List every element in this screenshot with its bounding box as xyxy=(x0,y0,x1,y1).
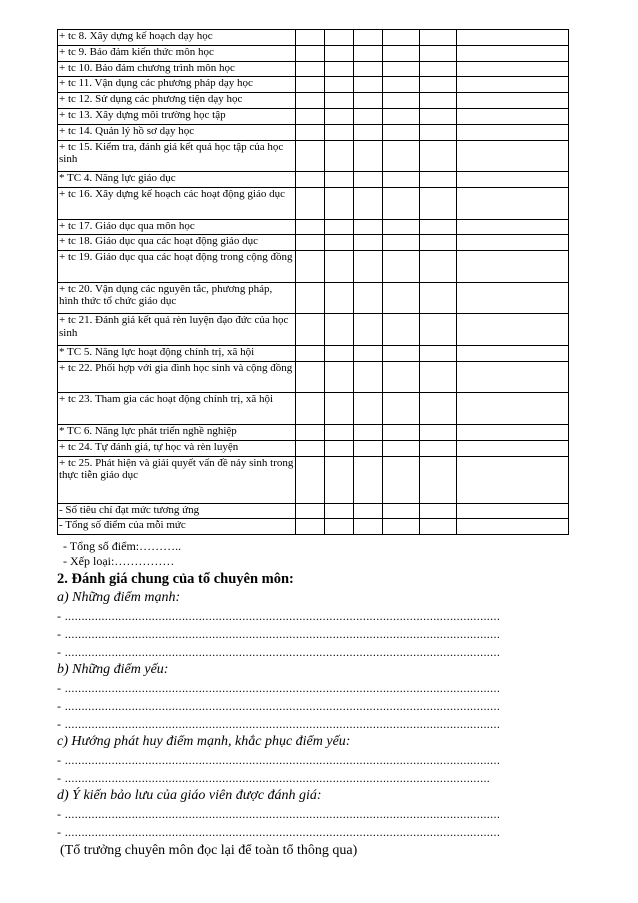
score-cell xyxy=(383,251,420,283)
score-cell xyxy=(383,45,420,61)
improvement-line: - .................................................................................................................................. xyxy=(57,753,501,767)
score-cell xyxy=(325,314,354,346)
score-cell xyxy=(296,282,325,314)
score-cell xyxy=(354,519,383,535)
criteria-row xyxy=(58,456,569,503)
score-cell xyxy=(457,282,569,314)
reservation-label: d) Ý kiến bảo lưu của giáo viên được đánh giá: xyxy=(57,788,322,803)
score-cell xyxy=(325,519,354,535)
criteria-row xyxy=(58,93,569,109)
score-cell xyxy=(325,440,354,456)
score-cell xyxy=(296,314,325,346)
score-cell xyxy=(296,93,325,109)
score-cell xyxy=(325,45,354,61)
score-cell xyxy=(383,314,420,346)
criteria-label: + tc 11. Vận dụng các phương pháp dạy học xyxy=(58,77,296,93)
score-cell xyxy=(457,361,569,393)
score-cell xyxy=(383,61,420,77)
score-cell xyxy=(325,124,354,140)
criteria-label: * TC 6. Năng lực phát triển nghề nghiệp xyxy=(58,424,296,440)
score-cell xyxy=(296,108,325,124)
score-cell xyxy=(457,424,569,440)
criteria-row xyxy=(58,124,569,140)
score-cell xyxy=(325,503,354,519)
score-cell xyxy=(457,235,569,251)
score-cell xyxy=(296,45,325,61)
score-cell xyxy=(354,314,383,346)
score-cell xyxy=(354,361,383,393)
score-cell xyxy=(383,172,420,188)
score-cell xyxy=(383,187,420,219)
score-cell xyxy=(420,30,457,46)
score-cell xyxy=(457,314,569,346)
score-cell xyxy=(354,108,383,124)
score-cell xyxy=(383,361,420,393)
score-cell xyxy=(383,124,420,140)
weaknesses-line: - .................................................................................................................................. xyxy=(57,717,501,731)
score-cell xyxy=(420,440,457,456)
score-cell xyxy=(354,140,383,172)
score-cell xyxy=(383,235,420,251)
score-cell xyxy=(354,45,383,61)
score-cell xyxy=(383,140,420,172)
score-cell xyxy=(325,108,354,124)
weaknesses-label: b) Những điểm yếu: xyxy=(57,662,169,677)
score-cell xyxy=(457,187,569,219)
score-cell xyxy=(457,519,569,535)
score-cell xyxy=(420,187,457,219)
criteria-label: + tc 13. Xây dựng môi trường học tập xyxy=(58,108,296,124)
criteria-label: * TC 5. Năng lực hoạt động chính trị, xã hội xyxy=(58,345,296,361)
score-cell xyxy=(383,30,420,46)
strengths-line: - .................................................................................................................................. xyxy=(57,609,501,623)
criteria-label: + tc 16. Xây dựng kế hoạch các hoạt động giáo dục xyxy=(58,187,296,219)
improvement-line: - ............................................................................................................................... xyxy=(57,771,491,785)
strengths-label: a) Những điểm mạnh: xyxy=(57,590,181,605)
score-cell xyxy=(296,503,325,519)
criteria-label: + tc 12. Sử dụng các phương tiện dạy học xyxy=(58,93,296,109)
score-cell xyxy=(420,503,457,519)
score-cell xyxy=(354,503,383,519)
criteria-row xyxy=(58,519,569,535)
score-cell xyxy=(325,361,354,393)
score-cell xyxy=(325,61,354,77)
criteria-row xyxy=(58,187,569,219)
criteria-table-body xyxy=(58,30,569,535)
score-cell xyxy=(354,93,383,109)
score-cell xyxy=(457,172,569,188)
score-cell xyxy=(420,519,457,535)
criteria-row xyxy=(58,424,569,440)
score-cell xyxy=(420,219,457,235)
score-cell xyxy=(354,172,383,188)
score-cell xyxy=(420,345,457,361)
criteria-label: + tc 15. Kiểm tra, đánh giá kết quả học tập của học sinh xyxy=(58,140,296,172)
total-points-line: - Tổng số điểm:……….. xyxy=(63,539,182,553)
ranking-line: - Xếp loại:…………… xyxy=(63,554,175,568)
score-cell xyxy=(325,77,354,93)
score-cell xyxy=(296,251,325,283)
score-cell xyxy=(420,456,457,503)
criteria-table xyxy=(57,29,569,535)
score-cell xyxy=(457,61,569,77)
score-cell xyxy=(457,77,569,93)
criteria-label: * TC 4. Năng lực giáo dục xyxy=(58,172,296,188)
criteria-row xyxy=(58,345,569,361)
score-cell xyxy=(383,503,420,519)
score-cell xyxy=(457,393,569,425)
criteria-label: + tc 21. Đánh giá kết quả rèn luyện đạo đức của học sinh xyxy=(58,314,296,346)
score-cell xyxy=(420,108,457,124)
approval-note: (Tổ trưởng chuyên môn đọc lại để toàn tổ thông qua) xyxy=(60,843,358,858)
score-cell xyxy=(354,282,383,314)
score-cell xyxy=(457,219,569,235)
score-cell xyxy=(354,124,383,140)
score-cell xyxy=(296,519,325,535)
score-cell xyxy=(325,456,354,503)
reservation-line: - .................................................................................................................................. xyxy=(57,807,501,821)
score-cell xyxy=(383,393,420,425)
criteria-row xyxy=(58,140,569,172)
score-cell xyxy=(296,30,325,46)
criteria-label: + tc 19. Giáo dục qua các hoạt động trong cộng đồng xyxy=(58,251,296,283)
score-cell xyxy=(325,235,354,251)
score-cell xyxy=(420,93,457,109)
score-cell xyxy=(325,172,354,188)
score-cell xyxy=(457,140,569,172)
score-cell xyxy=(457,30,569,46)
score-cell xyxy=(457,251,569,283)
criteria-row xyxy=(58,251,569,283)
section-heading: 2. Đánh giá chung của tổ chuyên môn: xyxy=(57,571,294,587)
score-cell xyxy=(383,108,420,124)
criteria-label: + tc 8. Xây dựng kế hoạch dạy học xyxy=(58,30,296,46)
weaknesses-line: - .................................................................................................................................. xyxy=(57,699,501,713)
score-cell xyxy=(296,235,325,251)
score-cell xyxy=(296,456,325,503)
score-cell xyxy=(420,61,457,77)
criteria-row xyxy=(58,440,569,456)
score-cell xyxy=(383,519,420,535)
score-cell xyxy=(296,361,325,393)
score-cell xyxy=(296,187,325,219)
criteria-row xyxy=(58,361,569,393)
score-cell xyxy=(420,45,457,61)
score-cell xyxy=(383,77,420,93)
score-cell xyxy=(383,93,420,109)
criteria-row xyxy=(58,314,569,346)
score-cell xyxy=(383,456,420,503)
score-cell xyxy=(420,77,457,93)
score-cell xyxy=(296,61,325,77)
criteria-label: - Tổng số điểm của mỗi mức xyxy=(58,519,296,535)
score-cell xyxy=(383,424,420,440)
score-cell xyxy=(457,456,569,503)
score-cell xyxy=(457,45,569,61)
criteria-row xyxy=(58,45,569,61)
score-cell xyxy=(325,424,354,440)
score-cell xyxy=(457,93,569,109)
score-cell xyxy=(325,187,354,219)
score-cell xyxy=(457,503,569,519)
score-cell xyxy=(354,345,383,361)
criteria-row xyxy=(58,172,569,188)
score-cell xyxy=(420,172,457,188)
criteria-label: + tc 24. Tự đánh giá, tự học và rèn luyện xyxy=(58,440,296,456)
score-cell xyxy=(420,424,457,440)
score-cell xyxy=(354,456,383,503)
score-cell xyxy=(325,219,354,235)
criteria-label: + tc 25. Phát hiện và giải quyết vấn đề nảy sinh trong thực tiễn giáo dục xyxy=(58,456,296,503)
score-cell xyxy=(296,393,325,425)
score-cell xyxy=(420,124,457,140)
criteria-row xyxy=(58,61,569,77)
criteria-row xyxy=(58,235,569,251)
score-cell xyxy=(420,251,457,283)
score-cell xyxy=(325,93,354,109)
score-cell xyxy=(296,345,325,361)
score-cell xyxy=(354,30,383,46)
score-cell xyxy=(383,440,420,456)
score-cell xyxy=(325,345,354,361)
score-cell xyxy=(457,108,569,124)
criteria-row xyxy=(58,108,569,124)
score-cell xyxy=(420,393,457,425)
score-cell xyxy=(383,282,420,314)
score-cell xyxy=(420,314,457,346)
score-cell xyxy=(296,140,325,172)
criteria-row xyxy=(58,282,569,314)
improvement-label: c) Hướng phát huy điểm mạnh, khắc phục điểm yếu: xyxy=(57,734,351,749)
criteria-row xyxy=(58,77,569,93)
score-cell xyxy=(383,219,420,235)
score-cell xyxy=(296,219,325,235)
criteria-row xyxy=(58,503,569,519)
score-cell xyxy=(457,124,569,140)
score-cell xyxy=(354,219,383,235)
score-cell xyxy=(296,440,325,456)
strengths-line: - .................................................................................................................................. xyxy=(57,627,501,641)
score-cell xyxy=(354,393,383,425)
score-cell xyxy=(354,187,383,219)
reservation-line: - .................................................................................................................................. xyxy=(57,825,501,839)
score-cell xyxy=(420,140,457,172)
score-cell xyxy=(354,440,383,456)
score-cell xyxy=(325,393,354,425)
criteria-label: + tc 22. Phối hợp với gia đình học sinh và cộng đồng xyxy=(58,361,296,393)
score-cell xyxy=(457,345,569,361)
score-cell xyxy=(296,424,325,440)
criteria-label: - Số tiêu chí đạt mức tương ứng xyxy=(58,503,296,519)
criteria-label: + tc 20. Vận dụng các nguyên tắc, phương pháp, hình thức tổ chức giáo dục xyxy=(58,282,296,314)
score-cell xyxy=(354,235,383,251)
criteria-label: + tc 17. Giáo dục qua môn học xyxy=(58,219,296,235)
score-cell xyxy=(296,172,325,188)
score-cell xyxy=(354,424,383,440)
score-cell xyxy=(325,251,354,283)
score-cell xyxy=(420,235,457,251)
score-cell xyxy=(325,140,354,172)
criteria-row xyxy=(58,219,569,235)
criteria-label: + tc 10. Bảo đảm chương trình môn học xyxy=(58,61,296,77)
criteria-label: + tc 18. Giáo dục qua các hoạt động giáo dục xyxy=(58,235,296,251)
strengths-line: - .................................................................................................................................. xyxy=(57,645,501,659)
criteria-row xyxy=(58,30,569,46)
criteria-row xyxy=(58,393,569,425)
score-cell xyxy=(325,30,354,46)
score-cell xyxy=(354,77,383,93)
score-cell xyxy=(325,282,354,314)
score-cell xyxy=(296,124,325,140)
weaknesses-line: - .................................................................................................................................. xyxy=(57,681,501,695)
criteria-label: + tc 23. Tham gia các hoạt động chính trị, xã hội xyxy=(58,393,296,425)
score-cell xyxy=(354,251,383,283)
score-cell xyxy=(354,61,383,77)
score-cell xyxy=(383,345,420,361)
score-cell xyxy=(296,77,325,93)
score-cell xyxy=(457,440,569,456)
evaluation-section xyxy=(57,539,557,861)
score-cell xyxy=(420,361,457,393)
criteria-label: + tc 9. Bảo đảm kiến thức môn học xyxy=(58,45,296,61)
criteria-label: + tc 14. Quản lý hồ sơ dạy học xyxy=(58,124,296,140)
score-cell xyxy=(420,282,457,314)
